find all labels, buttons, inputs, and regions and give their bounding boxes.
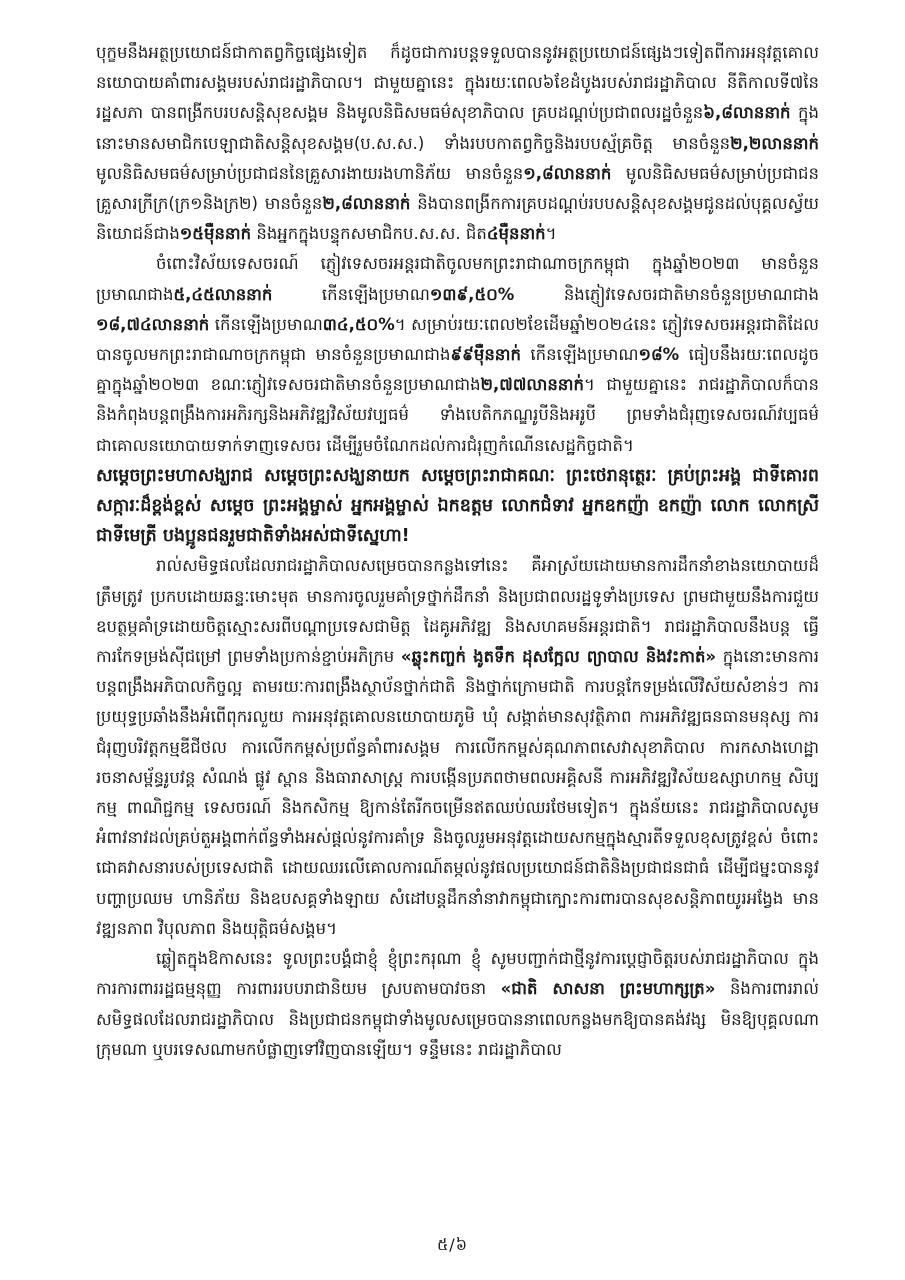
text-segment: ។ <box>545 224 557 244</box>
text-segment: រាល់សមិទ្ធផលដែលរាជរដ្ឋាភិបាលសម្រេចបានកន្លងទៅនេះ គឺអាស្រ័យដោយមានការដឹកនាំខាងនយោបាយដ៏ត្រឹមត្រូវ ប្រកបដោយឆន្ទៈមោះមុត មានការចូលរួមគាំទ្រថ្នាក់ដឹកនាំ និងប្រជាពលរដ្ឋទូទាំងប្រទេស ព្រមជាមួយនឹងការជួយឧបត្ថម្ភគាំទ្រដោយចិត្តស្មោះសរពីបណ្តាប្រទេសជាមិត្ត ដៃគូអភិវឌ្ឍ និងសហគមន៍អន្តរជាតិ។ រាជរដ្ឋាភិបាលនឹងបន្ត ធ្វើការកែទម្រង់ស៊ីជម្រៅ ព្រមទាំងប្រកាន់ខ្ជាប់អភិក្រម <box>96 556 819 667</box>
bold-text-segment: ៩៩ម៉ឺននាក់ <box>450 345 521 365</box>
text-segment: និងការពាររាល់សមិទ្ធផលដែលរាជរដ្ឋាភិបាល និងប្រជាជនកម្ពុជាទាំងមូលសម្រេចបាននាពេលកន្លងមកឱ្យបានគង់វង្ស មិនឱ្យបុគ្គលណា ក្រុមណា ឬបរទេសណាមកបំផ្លាញទៅវិញបានឡើយ។ ទន្ទឹមនេះ រាជរដ្ឋាភិបាល <box>96 979 819 1059</box>
text-segment: ។ សម្រាប់រយៈពេល២ខែដើមឆ្នាំ២០២៤នេះ ភ្ញៀវទេសចរអន្តរជាតិដែលបានចូលមកព្រះរាជាណាចក្រកម្ពុជា មានចំនួនប្រមាណជាង <box>96 314 819 365</box>
text-segment: បុក្ខមនឹងអត្ថប្រយោជន៍ជាកាតព្វកិច្ចផ្សេងទៀត ក៏ដូចជាការបន្តទទួលបាននូវអត្ថប្រយោជន៍ផ្សេងៗទៀតពីការអនុវត្តគោលនយោបាយគាំពារសង្គមរបស់រាជរដ្ឋាភិបាល។ ជាមួយគ្នានេះ ក្នុងរយៈពេល៦ខែដំបូងរបស់រាជរដ្ឋាភិបាល នីតិកាលទី៧នៃរដ្ឋសភា បានពង្រីកបរបសន្តិសុខសង្គម និងមូលនិធិសមធម៌សុខាភិបាល គ្របដណ្តប់ប្រជាពលរដ្ឋចំនួន <box>96 43 819 123</box>
paragraph-p3 <box>96 461 819 552</box>
text-segment: កើនឡើងប្រមាណ <box>521 345 639 365</box>
paragraph-p1 <box>96 38 819 249</box>
text-segment: និងបានពង្រីកការគ្របដណ្តប់របបសន្តិសុខសង្គមជូនដល់បុគ្គលស្វ័យនិយោជន៍ជាង <box>96 194 819 244</box>
bold-text-segment: ២,៧៧លាននាក់ <box>480 375 584 395</box>
bold-text-segment: ៤ម៉ឺននាក់ <box>486 224 546 244</box>
text-segment: មូលនិធិសមធម៌សម្រាប់ប្រជាជននៃគ្រួសារងាយរងហានិភ័យ មានចំនួន <box>96 163 524 183</box>
text-segment: ។ ជាមួយគ្នានេះ រាជរដ្ឋាភិបាលក៏បាននិងកំពុងបន្តពង្រឹងការអភិរក្សនិងអភិវឌ្ឍវិស័យវប្បធម៌ ទាំងបេតិកភណ្ឌរូបីនិងអរូបី ព្រមទាំងជំរុញទេសចរណ៍វប្បធម៌ជាគោលនយោបាយទាក់ទាញទេសចរ ដើម្បីរួមចំណែកដល់ការជំរុញកំណើនសេដ្ឋកិច្ចជាតិ។ <box>96 375 819 455</box>
text-segment: កើនឡើងប្រមាណ <box>209 314 323 334</box>
bold-text-segment: ៣៤,៥០% <box>322 314 395 334</box>
text-segment: និងអ្នកក្នុងបន្ទុកសមាជិកប.ស.ស. ជិត <box>251 224 487 244</box>
document-body <box>96 38 819 1065</box>
paragraph-p2 <box>96 249 819 460</box>
bold-text-segment: «ជាតិ សាសនា ព្រះមហាក្សត្រ» <box>500 979 716 999</box>
text-segment: ឆ្លៀតក្នុងឱកាសនេះ ទូលព្រះបង្គំជាខ្ញុំ ខ្ញុំព្រះករុណា ខ្ញុំ សូមបញ្ជាក់ជាថ្មីនូវការប្តេជ្ញាចិត្តរបស់រាជរដ្ឋាភិបាល ក្នុងការការពាររដ្ឋធម្មនុញ្ញ ការពាររបបរាជានិយម ស្របតាមបាវចនា <box>96 949 819 999</box>
bold-text-segment: ៥,៤៥លាននាក់ <box>173 284 273 304</box>
text-segment: មូលនិធិសមធម៌សម្រាប់ប្រជាជនគ្រួសារក្រីក្រ(ក្រ១និងក្រ២) មានចំនួន <box>96 163 819 214</box>
bold-text-segment: ១៥ម៉ឺននាក់ <box>179 224 252 244</box>
paragraph-p5 <box>96 944 819 1065</box>
bold-text-segment: ១,៨លាននាក់ <box>523 163 612 183</box>
text-segment: និងភ្ញៀវទេសចរជាតិមានចំនួនប្រមាណជាង <box>514 284 819 304</box>
bold-text-segment: ១៨,៧៤លាននាក់ <box>96 314 210 334</box>
text-segment: ចំពោះវិស័យទេសចរណ៍ ភ្ញៀវទេសចរអន្តរជាតិចូលមកព្រះរាជាណាចក្រកម្ពុជា ក្នុងឆ្នាំ២០២៣ មានចំនួនប្រមាណជាង <box>96 254 819 304</box>
bold-text-segment: ១៣៩,៥០% <box>429 284 515 304</box>
page-number: ៥/៦ <box>436 1235 469 1254</box>
bold-text-segment: សម្តេចព្រះមហាសង្ឃរាជ សម្តេចព្រះសង្ឃនាយក សម្តេចព្រះរាជាគណៈ ព្រះថេរានុត្ថេរៈ គ្រប់ព្រះអង្គ ជាទីគោរពសក្ការៈដ៏ខ្ពង់ខ្ពស់ សម្តេច ព្រះអង្គម្ចាស់ អ្នកអង្គម្ចាស់ ឯកឧត្តម លោកជំទាវ អ្នកឧកញ៉ា ឧកញ៉ា លោក លោកស្រី ជាទីមេត្រី បងប្អូនជនរួមជាតិទាំងអស់ជាទីស្នេហា! <box>96 465 819 547</box>
bold-text-segment: ២,៨លាននាក់ <box>322 194 411 214</box>
paragraph-p4 <box>96 551 819 944</box>
text-segment: កើនឡើងប្រមាណ <box>272 284 430 304</box>
bold-text-segment: ២,២លាននាក់ <box>730 133 819 153</box>
bold-text-segment: ៦,៨លាននាក់ <box>703 103 791 123</box>
text-segment: ក្នុងនោះមានការបន្តពង្រឹងអភិបាលកិច្ចល្អ តាមរយៈការពង្រឹងស្ថាប័នថ្នាក់ជាតិ និងថ្នាក់ក្រោមជាតិ ការបន្តកែទម្រង់លើវិស័យសំខាន់ៗ ការប្រយុទ្ធប្រឆាំងនឹងអំពើពុករលួយ ការអនុវត្តគោលនយោបាយភូមិ ឃុំ សង្កាត់មានសុវត្ថិភាព ការអភិវឌ្ឍធនធានមនុស្ស ការជំរុញបរិវត្តកម្មឌីជីថល ការលើកកម្ពស់ប្រព័ន្ធគាំពារសង្គម ការលើកកម្ពស់គុណភាពសេវាសុខាភិបាល ការកសាងហេដ្ឋារចនាសម្ព័ន្ធរូបវន្ត សំណង់ ផ្លូវ ស្ពាន និងធារាសាស្ត្រ ការបង្កើនប្រភពថាមពលអគ្គិសនី ការអភិវឌ្ឍវិស័យឧស្សាហកម្ម សិប្បកម្ម ពាណិជ្ជកម្ម ទេសចរណ៍ និងកសិកម្ម ឱ្យកាន់តែរីកចម្រើនឥតឈប់ឈរថែមទៀត។ ក្នុងន័យនេះ រាជរដ្ឋាភិបាលសូមអំពាវនាវដល់គ្រប់តួអង្គពាក់ព័ន្ធទាំងអស់ផ្តល់នូវការគាំទ្រ និងចូលរួមអនុវត្តដោយសកម្មក្នុងស្មារតីទទួលខុសត្រូវខ្ពស់ ចំពោះជោគវាសនារបស់ប្រទេសជាតិ ដោយឈរលើគោលការណ៍តម្កល់នូវផលប្រយោជន៍ជាតិនិងប្រជាជនជាធំ ដើម្បីជម្នះបាននូវបញ្ហាប្រឈម ហានិភ័យ និងឧបសគ្គទាំងឡាយ សំដៅបន្តដឹកនាំនាវាកម្ពុជាក្បោះការពារបានសុខសន្តិភាពយូរអង្វែង មានវឌ្ឍនភាព វិបុលភាព និងយុត្តិធម៌សង្គម។ <box>96 647 819 938</box>
bold-text-segment: «ឆ្លុះកញ្ចក់ ងូតទឹក ដុសក្អែល ព្យាបាល និងវះកាត់» <box>400 647 717 667</box>
text-segment: ធៀបនឹងរយៈពេលដូចគ្នាក្នុងឆ្នាំ២០២៣ ខណៈភ្ញៀវទេសចរជាតិមានចំនួនប្រមាណជាង <box>96 345 819 395</box>
bold-text-segment: ១៨% <box>638 345 680 365</box>
text-segment: ក្នុងនោះមានសមាជិកបេឡាជាតិសន្តិសុខសង្គម(ប.ស.ស.) ទាំងរបបកាតព្វកិច្ចនិងរបបស្ម័គ្រចិត្ត មានចំនួន <box>96 103 819 153</box>
